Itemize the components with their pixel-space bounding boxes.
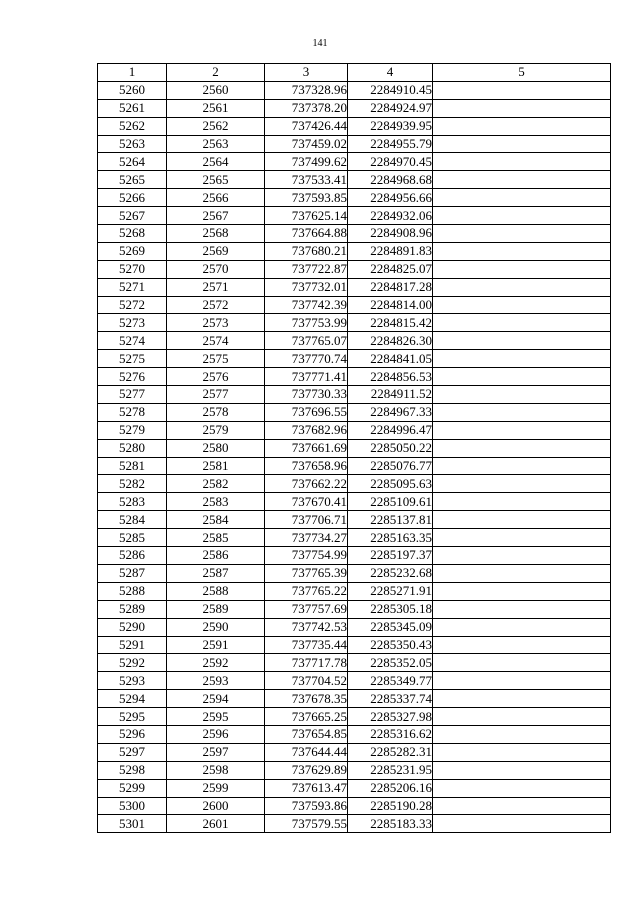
x-coordinate-cell: 737742.39 [265,296,348,314]
note-cell [433,547,611,565]
x-coordinate-cell: 737765.39 [265,564,348,582]
x-coordinate-cell: 737732.01 [265,278,348,296]
y-coordinate-cell: 2284814.00 [348,296,433,314]
y-coordinate-cell: 2285282.31 [348,743,433,761]
x-coordinate-cell: 737753.99 [265,314,348,332]
point-id-cell: 2601 [167,815,265,833]
note-cell [433,81,611,99]
note-cell [433,439,611,457]
table-row [98,350,611,368]
x-coordinate-cell: 737664.88 [265,225,348,243]
table-row [98,117,611,135]
point-id-cell: 2566 [167,189,265,207]
table-body [98,81,611,832]
point-id-cell: 2563 [167,135,265,153]
point-id-cell: 2587 [167,564,265,582]
x-coordinate-cell: 737735.44 [265,636,348,654]
table-row [98,547,611,565]
y-coordinate-cell: 2284826.30 [348,332,433,350]
table-row [98,439,611,457]
note-cell [433,278,611,296]
row-number-cell: 5301 [98,815,167,833]
row-number-cell: 5276 [98,368,167,386]
row-number-cell: 5261 [98,99,167,117]
row-number-cell: 5287 [98,564,167,582]
row-number-cell: 5263 [98,135,167,153]
x-coordinate-cell: 737499.62 [265,153,348,171]
row-number-cell: 5296 [98,725,167,743]
x-coordinate-cell: 737742.53 [265,618,348,636]
y-coordinate-cell: 2284825.07 [348,260,433,278]
table-row [98,207,611,225]
point-id-cell: 2564 [167,153,265,171]
note-cell [433,779,611,797]
table-row [98,600,611,618]
point-id-cell: 2570 [167,260,265,278]
row-number-cell: 5266 [98,189,167,207]
table-row [98,99,611,117]
table-row [98,314,611,332]
note-cell [433,225,611,243]
note-cell [433,564,611,582]
y-coordinate-cell: 2284910.45 [348,81,433,99]
note-cell [433,743,611,761]
table-row [98,457,611,475]
table-row [98,421,611,439]
row-number-cell: 5268 [98,225,167,243]
row-number-cell: 5290 [98,618,167,636]
y-coordinate-cell: 2285206.16 [348,779,433,797]
x-coordinate-cell: 737613.47 [265,779,348,797]
x-coordinate-cell: 737658.96 [265,457,348,475]
x-coordinate-cell: 737662.22 [265,475,348,493]
note-cell [433,421,611,439]
point-id-cell: 2591 [167,636,265,654]
table-row [98,225,611,243]
y-coordinate-cell: 2285327.98 [348,708,433,726]
x-coordinate-cell: 737629.89 [265,761,348,779]
table-row [98,690,611,708]
note-cell [433,761,611,779]
point-id-cell: 2581 [167,457,265,475]
note-cell [433,582,611,600]
note-cell [433,189,611,207]
row-number-cell: 5264 [98,153,167,171]
x-coordinate-cell: 737593.85 [265,189,348,207]
y-coordinate-cell: 2285231.95 [348,761,433,779]
point-id-cell: 2574 [167,332,265,350]
point-id-cell: 2579 [167,421,265,439]
note-cell [433,475,611,493]
point-id-cell: 2589 [167,600,265,618]
point-id-cell: 2597 [167,743,265,761]
point-id-cell: 2588 [167,582,265,600]
point-id-cell: 2599 [167,779,265,797]
row-number-cell: 5294 [98,690,167,708]
note-cell [433,600,611,618]
x-coordinate-cell: 737533.41 [265,171,348,189]
x-coordinate-cell: 737682.96 [265,421,348,439]
row-number-cell: 5265 [98,171,167,189]
row-number-cell: 5269 [98,242,167,260]
note-cell [433,386,611,404]
point-id-cell: 2562 [167,117,265,135]
row-number-cell: 5279 [98,421,167,439]
x-coordinate-cell: 737678.35 [265,690,348,708]
x-coordinate-cell: 737680.21 [265,242,348,260]
point-id-cell: 2561 [167,99,265,117]
y-coordinate-cell: 2285350.43 [348,636,433,654]
point-id-cell: 2594 [167,690,265,708]
x-coordinate-cell: 737378.20 [265,99,348,117]
y-coordinate-cell: 2285197.37 [348,547,433,565]
point-id-cell: 2565 [167,171,265,189]
table-row [98,368,611,386]
x-coordinate-cell: 737625.14 [265,207,348,225]
y-coordinate-cell: 2284970.45 [348,153,433,171]
point-id-cell: 2584 [167,511,265,529]
row-number-cell: 5272 [98,296,167,314]
note-cell [433,708,611,726]
table-row [98,797,611,815]
y-coordinate-cell: 2284955.79 [348,135,433,153]
y-coordinate-cell: 2284856.53 [348,368,433,386]
y-coordinate-cell: 2284911.52 [348,386,433,404]
x-coordinate-cell: 737696.55 [265,403,348,421]
note-cell [433,153,611,171]
table-row [98,761,611,779]
row-number-cell: 5278 [98,403,167,421]
y-coordinate-cell: 2285352.05 [348,654,433,672]
x-coordinate-cell: 737328.96 [265,81,348,99]
table-row [98,153,611,171]
note-cell [433,296,611,314]
row-number-cell: 5274 [98,332,167,350]
x-coordinate-cell: 737459.02 [265,135,348,153]
table-row [98,171,611,189]
table-row [98,779,611,797]
table-header-row [98,64,611,82]
y-coordinate-cell: 2285337.74 [348,690,433,708]
point-id-cell: 2576 [167,368,265,386]
note-cell [433,332,611,350]
y-coordinate-cell: 2285163.35 [348,529,433,547]
table-row [98,278,611,296]
table-row [98,618,611,636]
x-coordinate-cell: 737765.22 [265,582,348,600]
x-coordinate-cell: 737579.55 [265,815,348,833]
x-coordinate-cell: 737644.44 [265,743,348,761]
note-cell [433,797,611,815]
x-coordinate-cell: 737661.69 [265,439,348,457]
row-number-cell: 5282 [98,475,167,493]
point-id-cell: 2590 [167,618,265,636]
table-row [98,636,611,654]
row-number-cell: 5277 [98,386,167,404]
y-coordinate-cell: 2285349.77 [348,672,433,690]
y-coordinate-cell: 2284939.95 [348,117,433,135]
point-id-cell: 2598 [167,761,265,779]
table-row [98,511,611,529]
note-cell [433,618,611,636]
point-id-cell: 2600 [167,797,265,815]
y-coordinate-cell: 2285137.81 [348,511,433,529]
y-coordinate-cell: 2285095.63 [348,475,433,493]
row-number-cell: 5273 [98,314,167,332]
x-coordinate-cell: 737730.33 [265,386,348,404]
point-id-cell: 2568 [167,225,265,243]
table-row [98,135,611,153]
y-coordinate-cell: 2284996.47 [348,421,433,439]
note-cell [433,511,611,529]
point-id-cell: 2580 [167,439,265,457]
note-cell [433,654,611,672]
x-coordinate-cell: 737734.27 [265,529,348,547]
point-id-cell: 2569 [167,242,265,260]
table-row [98,725,611,743]
table-row [98,189,611,207]
point-id-cell: 2573 [167,314,265,332]
note-cell [433,260,611,278]
y-coordinate-cell: 2285050.22 [348,439,433,457]
table-row [98,81,611,99]
column-header-4: 4 [348,64,433,82]
row-number-cell: 5285 [98,529,167,547]
x-coordinate-cell: 737593.86 [265,797,348,815]
table-row [98,743,611,761]
table-row [98,672,611,690]
note-cell [433,493,611,511]
note-cell [433,815,611,833]
table-row [98,815,611,833]
y-coordinate-cell: 2284932.06 [348,207,433,225]
x-coordinate-cell: 737771.41 [265,368,348,386]
note-cell [433,207,611,225]
note-cell [433,529,611,547]
column-header-3: 3 [265,64,348,82]
y-coordinate-cell: 2285183.33 [348,815,433,833]
note-cell [433,99,611,117]
point-id-cell: 2572 [167,296,265,314]
x-coordinate-cell: 737654.85 [265,725,348,743]
table-row [98,654,611,672]
y-coordinate-cell: 2284817.28 [348,278,433,296]
row-number-cell: 5260 [98,81,167,99]
y-coordinate-cell: 2284956.66 [348,189,433,207]
row-number-cell: 5291 [98,636,167,654]
row-number-cell: 5297 [98,743,167,761]
point-id-cell: 2585 [167,529,265,547]
y-coordinate-cell: 2285316.62 [348,725,433,743]
point-id-cell: 2595 [167,708,265,726]
row-number-cell: 5283 [98,493,167,511]
y-coordinate-cell: 2284815.42 [348,314,433,332]
table-row [98,564,611,582]
point-id-cell: 2578 [167,403,265,421]
x-coordinate-cell: 737770.74 [265,350,348,368]
row-number-cell: 5275 [98,350,167,368]
note-cell [433,368,611,386]
row-number-cell: 5284 [98,511,167,529]
table-row [98,475,611,493]
note-cell [433,135,611,153]
note-cell [433,672,611,690]
y-coordinate-cell: 2285232.68 [348,564,433,582]
table-row [98,582,611,600]
table-row [98,296,611,314]
point-id-cell: 2575 [167,350,265,368]
point-id-cell: 2582 [167,475,265,493]
table-row [98,242,611,260]
table-row [98,529,611,547]
table-row [98,708,611,726]
y-coordinate-cell: 2285109.61 [348,493,433,511]
table-row [98,332,611,350]
x-coordinate-cell: 737665.25 [265,708,348,726]
y-coordinate-cell: 2285271.91 [348,582,433,600]
row-number-cell: 5267 [98,207,167,225]
x-coordinate-cell: 737757.69 [265,600,348,618]
coordinates-table [97,63,611,833]
point-id-cell: 2577 [167,386,265,404]
note-cell [433,117,611,135]
row-number-cell: 5298 [98,761,167,779]
row-number-cell: 5289 [98,600,167,618]
row-number-cell: 5262 [98,117,167,135]
row-number-cell: 5292 [98,654,167,672]
column-header-1: 1 [98,64,167,82]
table-row [98,403,611,421]
row-number-cell: 5295 [98,708,167,726]
x-coordinate-cell: 737717.78 [265,654,348,672]
note-cell [433,725,611,743]
x-coordinate-cell: 737754.99 [265,547,348,565]
note-cell [433,242,611,260]
point-id-cell: 2571 [167,278,265,296]
x-coordinate-cell: 737706.71 [265,511,348,529]
y-coordinate-cell: 2285305.18 [348,600,433,618]
y-coordinate-cell: 2284891.83 [348,242,433,260]
y-coordinate-cell: 2284841.05 [348,350,433,368]
x-coordinate-cell: 737704.52 [265,672,348,690]
row-number-cell: 5271 [98,278,167,296]
point-id-cell: 2592 [167,654,265,672]
note-cell [433,314,611,332]
note-cell [433,350,611,368]
point-id-cell: 2560 [167,81,265,99]
x-coordinate-cell: 737670.41 [265,493,348,511]
row-number-cell: 5299 [98,779,167,797]
y-coordinate-cell: 2284967.33 [348,403,433,421]
row-number-cell: 5293 [98,672,167,690]
column-header-2: 2 [167,64,265,82]
table-row [98,260,611,278]
point-id-cell: 2596 [167,725,265,743]
point-id-cell: 2583 [167,493,265,511]
y-coordinate-cell: 2285076.77 [348,457,433,475]
x-coordinate-cell: 737722.87 [265,260,348,278]
note-cell [433,457,611,475]
y-coordinate-cell: 2284924.97 [348,99,433,117]
y-coordinate-cell: 2285190.28 [348,797,433,815]
table-row [98,493,611,511]
row-number-cell: 5281 [98,457,167,475]
row-number-cell: 5280 [98,439,167,457]
x-coordinate-cell: 737426.44 [265,117,348,135]
note-cell [433,636,611,654]
note-cell [433,171,611,189]
column-header-5: 5 [433,64,611,82]
y-coordinate-cell: 2285345.09 [348,618,433,636]
point-id-cell: 2593 [167,672,265,690]
x-coordinate-cell: 737765.07 [265,332,348,350]
y-coordinate-cell: 2284968.68 [348,171,433,189]
page-number: 141 [312,38,328,49]
point-id-cell: 2586 [167,547,265,565]
note-cell [433,403,611,421]
point-id-cell: 2567 [167,207,265,225]
note-cell [433,690,611,708]
row-number-cell: 5300 [98,797,167,815]
row-number-cell: 5288 [98,582,167,600]
row-number-cell: 5286 [98,547,167,565]
row-number-cell: 5270 [98,260,167,278]
table-row [98,386,611,404]
y-coordinate-cell: 2284908.96 [348,225,433,243]
